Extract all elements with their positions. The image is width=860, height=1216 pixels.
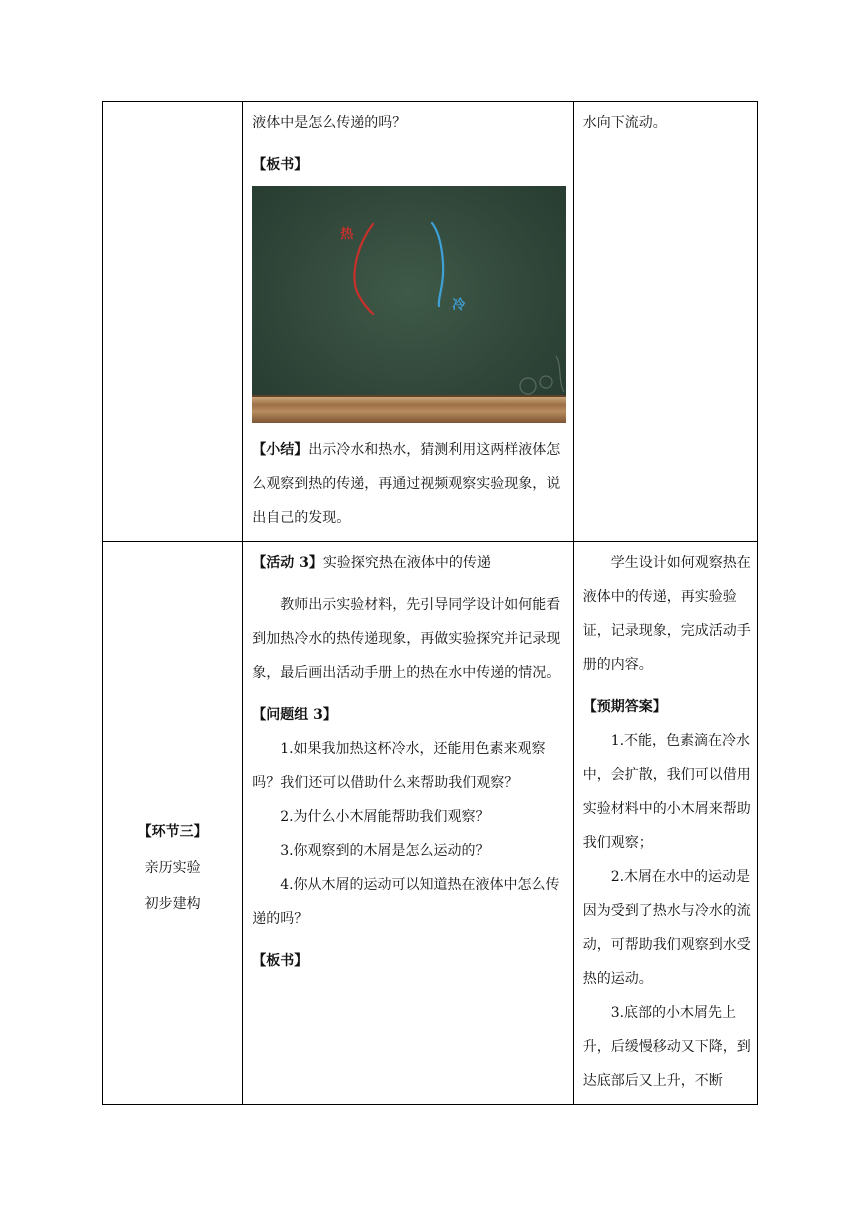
teacher-activity-cell <box>243 102 574 542</box>
table-row <box>103 102 758 542</box>
teacher-activity-cell <box>243 542 574 1105</box>
lesson-plan-table <box>102 101 758 1105</box>
answer-item: 3.底部的小木屑先上升，后缓慢移动又下降，到达底部后又上升，不断 <box>582 1005 751 1089</box>
activity-label: 【活动 3】 <box>252 555 323 571</box>
continued-answer-text: 水向下流动。 <box>582 115 667 131</box>
student-activity-cell <box>573 102 757 542</box>
continued-question-text: 液体中是怎么传递的吗？ <box>252 115 407 131</box>
cold-flow-curve <box>432 223 443 306</box>
summary-paragraph <box>252 433 565 535</box>
expected-answer-heading: 【预期答案】 <box>582 699 667 715</box>
hot-flow-curve <box>355 224 374 314</box>
student-task-text: 学生设计如何观察热在液体中的传递，再实验验证，记录现象，完成活动手册的内容。 <box>582 555 751 673</box>
section-cell <box>103 542 243 1105</box>
board-heading: 【板书】 <box>252 157 309 173</box>
hot-label: 热 <box>340 227 354 242</box>
cold-label: 冷 <box>452 298 466 313</box>
blackboard-image <box>252 186 566 423</box>
answer-item: 1.不能，色素滴在冷水中，会扩散，我们可以借用实验材料中的小木屑来帮助我们观察； <box>582 733 751 851</box>
activity-description: 教师出示实验材料，先引导同学设计如何能看到加热冷水的热传递现象，再做实验探究并记录现象，最后画出活动手册上的热在水中传递的情况。 <box>252 597 561 681</box>
section-cell-empty <box>103 102 243 542</box>
question-item: 2.为什么小木屑能帮助我们观察？ <box>280 809 490 825</box>
question-group-heading: 【问题组 3】 <box>252 707 337 723</box>
activity-heading-line <box>252 546 565 580</box>
board-heading: 【板书】 <box>252 953 309 969</box>
activity-title: 实验探究热在液体中的传递 <box>322 555 491 571</box>
student-activity-cell <box>573 542 757 1105</box>
summary-text: 出示冷水和热水，猜测利用这两样液体怎么观察到热的传递，再通过视频观察实验现象，说出自己的发现。 <box>252 442 561 526</box>
question-item: 4.你从木屑的运动可以知道热在液体中怎么传递的吗？ <box>252 877 560 927</box>
question-item: 3.你观察到的木屑是怎么运动的？ <box>280 843 490 859</box>
section-subtitle-1: 亲历实验 <box>144 860 201 876</box>
convection-arrows-drawing <box>252 186 566 423</box>
question-item: 1.如果我加热这杯冷水，还能用色素来观察吗？我们还可以借助什么来帮助我们观察？ <box>252 741 546 791</box>
chalk-ledge <box>252 397 566 423</box>
summary-heading: 【小结】 <box>252 442 309 458</box>
section-subtitle-2: 初步建构 <box>144 896 201 912</box>
section-title: 【环节三】 <box>137 824 208 840</box>
table-row <box>103 542 758 1105</box>
decorative-chalk-doodle <box>520 356 564 394</box>
answer-item: 2.木屑在水中的运动是因为受到了热水与冷水的流动，可帮助我们观察到水受热的运动。 <box>582 869 751 987</box>
